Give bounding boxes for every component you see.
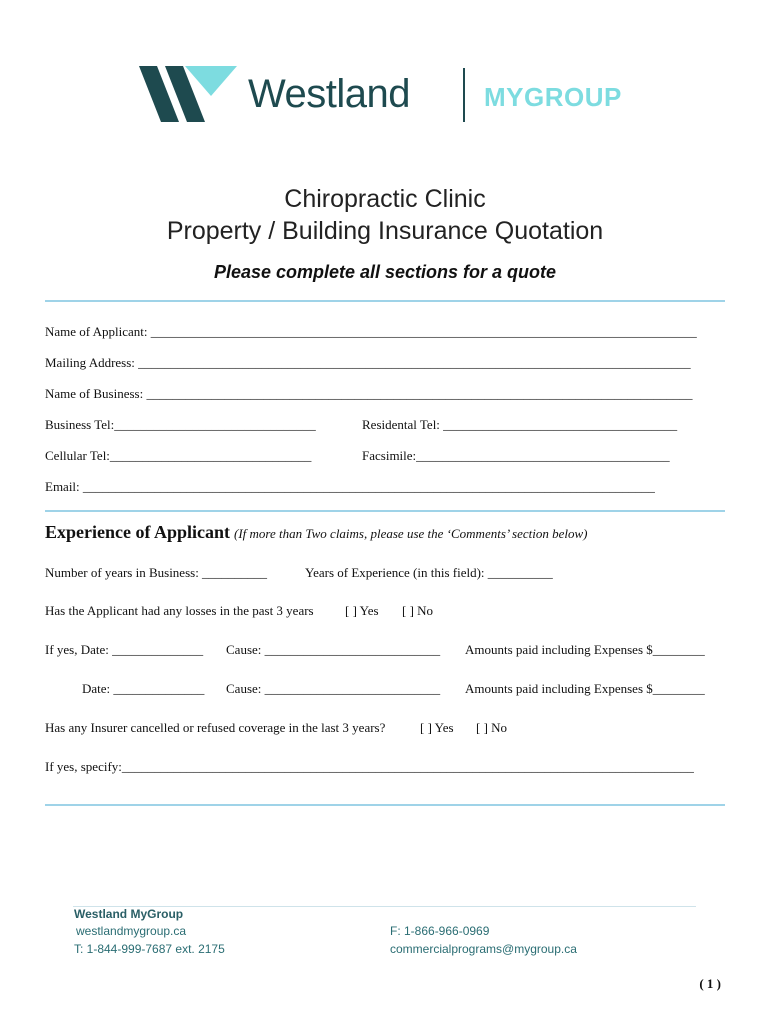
footer-phone: T: 1-844-999-7687 ext. 2175 xyxy=(74,942,225,956)
applicant-name-field[interactable]: Name of Applicant: ____________________________________________________________________________________ xyxy=(45,324,697,339)
cancel-no-checkbox[interactable]: [ ] No xyxy=(476,720,508,735)
brand-group: MYGROUP xyxy=(484,82,622,112)
losses-yes-checkbox[interactable]: [ ] Yes xyxy=(345,603,379,618)
claim1-cause-field[interactable]: Cause: ___________________________ xyxy=(226,642,441,657)
cancel-yes-checkbox[interactable]: [ ] Yes xyxy=(420,720,454,735)
mailing-address-field[interactable]: Mailing Address: _____________________________________________________________________________________ xyxy=(45,355,691,370)
brand-divider xyxy=(463,68,465,122)
business-name-field[interactable]: Name of Business: ____________________________________________________________________________________ xyxy=(45,386,693,401)
section-note: (If more than Two claims, please use the ‘Comments’ section below) xyxy=(234,526,588,541)
footer-fax: F: 1-866-966-0969 xyxy=(390,924,490,938)
footer-company: Westland MyGroup xyxy=(74,907,184,921)
experience-section-heading xyxy=(45,522,587,543)
specify-field[interactable]: If yes, specify:________________________________________________________________________________________ xyxy=(45,759,694,774)
email-field[interactable]: Email: ________________________________________________________________________________________ xyxy=(45,479,655,494)
page-title-line2: Property / Building Insurance Quotation xyxy=(166,217,604,245)
losses-no-checkbox[interactable]: [ ] No xyxy=(402,603,434,618)
page-subtitle: Please complete all sections for a quote xyxy=(213,262,557,282)
section-divider xyxy=(45,300,725,302)
claim1-amount-field[interactable]: Amounts paid including Expenses $________ xyxy=(465,642,705,657)
facsimile-field[interactable]: Facsimile:_______________________________________ xyxy=(362,448,670,463)
claim2-cause-field[interactable]: Cause: ___________________________ xyxy=(226,681,441,696)
westland-logo-icon xyxy=(139,66,239,122)
footer-email-link[interactable]: commercialprograms@mygroup.ca xyxy=(390,942,577,956)
residental-tel-field[interactable]: Residental Tel: ____________________________________ xyxy=(362,417,678,432)
claim2-date-field[interactable]: Date: ______________ xyxy=(82,681,205,696)
claim2-amount-field[interactable]: Amounts paid including Expenses $________ xyxy=(465,681,705,696)
cancel-question: Has any Insurer cancelled or refused coverage in the last 3 years? xyxy=(45,720,386,735)
page-number: ( 1 ) xyxy=(699,976,721,991)
claim1-date-field[interactable]: If yes, Date: ______________ xyxy=(45,642,204,657)
losses-question: Has the Applicant had any losses in the past 3 years xyxy=(45,603,314,618)
brand-name: Westland xyxy=(248,72,411,116)
page-title: Chiropractic Clinic xyxy=(284,185,486,213)
section-title: Experience of Applicant xyxy=(45,522,230,542)
business-tel-field[interactable]: Business Tel:_______________________________ xyxy=(45,417,316,432)
years-in-business-field[interactable]: Number of years in Business: __________ xyxy=(45,565,268,580)
footer-website-link[interactable]: westlandmygroup.ca xyxy=(76,924,187,938)
section-divider xyxy=(45,510,725,512)
cellular-tel-field[interactable]: Cellular Tel:_______________________________ xyxy=(45,448,312,463)
years-experience-field[interactable]: Years of Experience (in this field): __________ xyxy=(305,565,553,580)
section-divider xyxy=(45,804,725,806)
